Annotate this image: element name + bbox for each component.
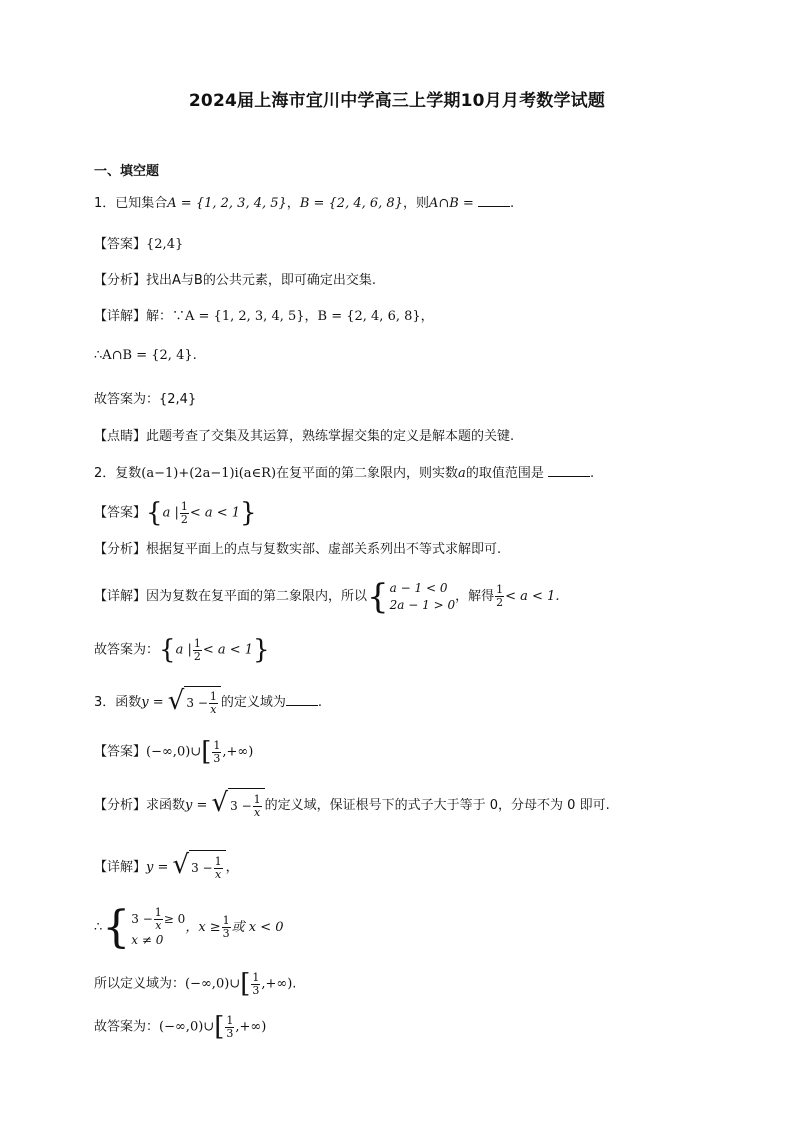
q2-answer: 【答案】{a | $\frac{1}{2}$ < a < 1}: [94, 498, 257, 528]
q3-analysis: 【分析】求函数y = √ 3 − $\frac{1}{x}$ 的定义域，保证根号下的式子大于等于 0，分母不为 0 即可.: [94, 788, 610, 823]
q2-analysis: 【分析】根据复平面上的点与复数实部、虚部关系列出不等式求解即可.: [94, 542, 502, 557]
q3-domain: 所以定义域为：(−∞,0)∪[ $\frac{1}{3}$ ,+∞).: [94, 969, 297, 999]
q3-answer: 【答案】(−∞,0)∪[ $\frac{1}{3}$ ,+∞): [94, 737, 254, 767]
page-title: 2024届上海市宜川中学高三上学期10月月考数学试题: [188, 91, 606, 111]
q1-point: 【点睛】此题考查了交集及其运算，熟练掌握交集的定义是解本题的关键.: [94, 429, 515, 444]
question-2: 2．复数(a−1)+(2a−1)i(a∈R)在复平面的第二象限内，则实数a的取值范围是 .: [94, 466, 595, 481]
q2-detail: 【详解】因为复数在复平面的第二象限内，所以 { a − 1 < 0 2a − 1 > 0 ，解得 $\frac{1}{2}$ < a < 1.: [94, 576, 560, 617]
radical: √ 3 − $\frac{1}{x}$: [168, 686, 221, 719]
section-heading: 一、填空题: [94, 164, 160, 179]
question-1: 1．已知集合A = {1, 2, 3, 4, 5}，B = {2, 4, 6, 8}，则A∩B = .: [94, 196, 515, 211]
q1-detail: 【详解】解：∵A = {1, 2, 3, 4, 5}，B = {2, 4, 6, 8}，: [94, 309, 434, 324]
question-3: 3．函数y = √ 3 − $\frac{1}{x}$ 的定义域为 .: [94, 686, 322, 719]
q1-final: 故答案为：{2,4}: [94, 392, 197, 407]
answer-blank: [286, 693, 318, 706]
q3-final: 故答案为：(−∞,0)∪[ $\frac{1}{3}$ ,+∞): [94, 1012, 267, 1042]
q3-detail: 【详解】y = √ 3 − $\frac{1}{x}$ ，: [94, 850, 239, 885]
q1-detail-2: ∴A∩B = {2, 4}.: [94, 348, 197, 363]
q1-answer: 【答案】{2,4}: [94, 237, 184, 252]
answer-blank: [548, 464, 590, 477]
answer-blank: [478, 194, 510, 207]
q3-detail-system: ∴ { 3 − $\frac{1}{x}$ ≥ 0 x ≠ 0 ，x ≥ $\frac{1}{3}$ 或 x < 0: [94, 901, 284, 953]
q2-final: 故答案为：{a | $\frac{1}{2}$ < a < 1}: [94, 635, 270, 665]
q1-analysis: 【分析】找出A与B的公共元素，即可确定出交集.: [94, 273, 376, 288]
inequality-system: { a − 1 < 0 2a − 1 > 0: [367, 576, 456, 617]
